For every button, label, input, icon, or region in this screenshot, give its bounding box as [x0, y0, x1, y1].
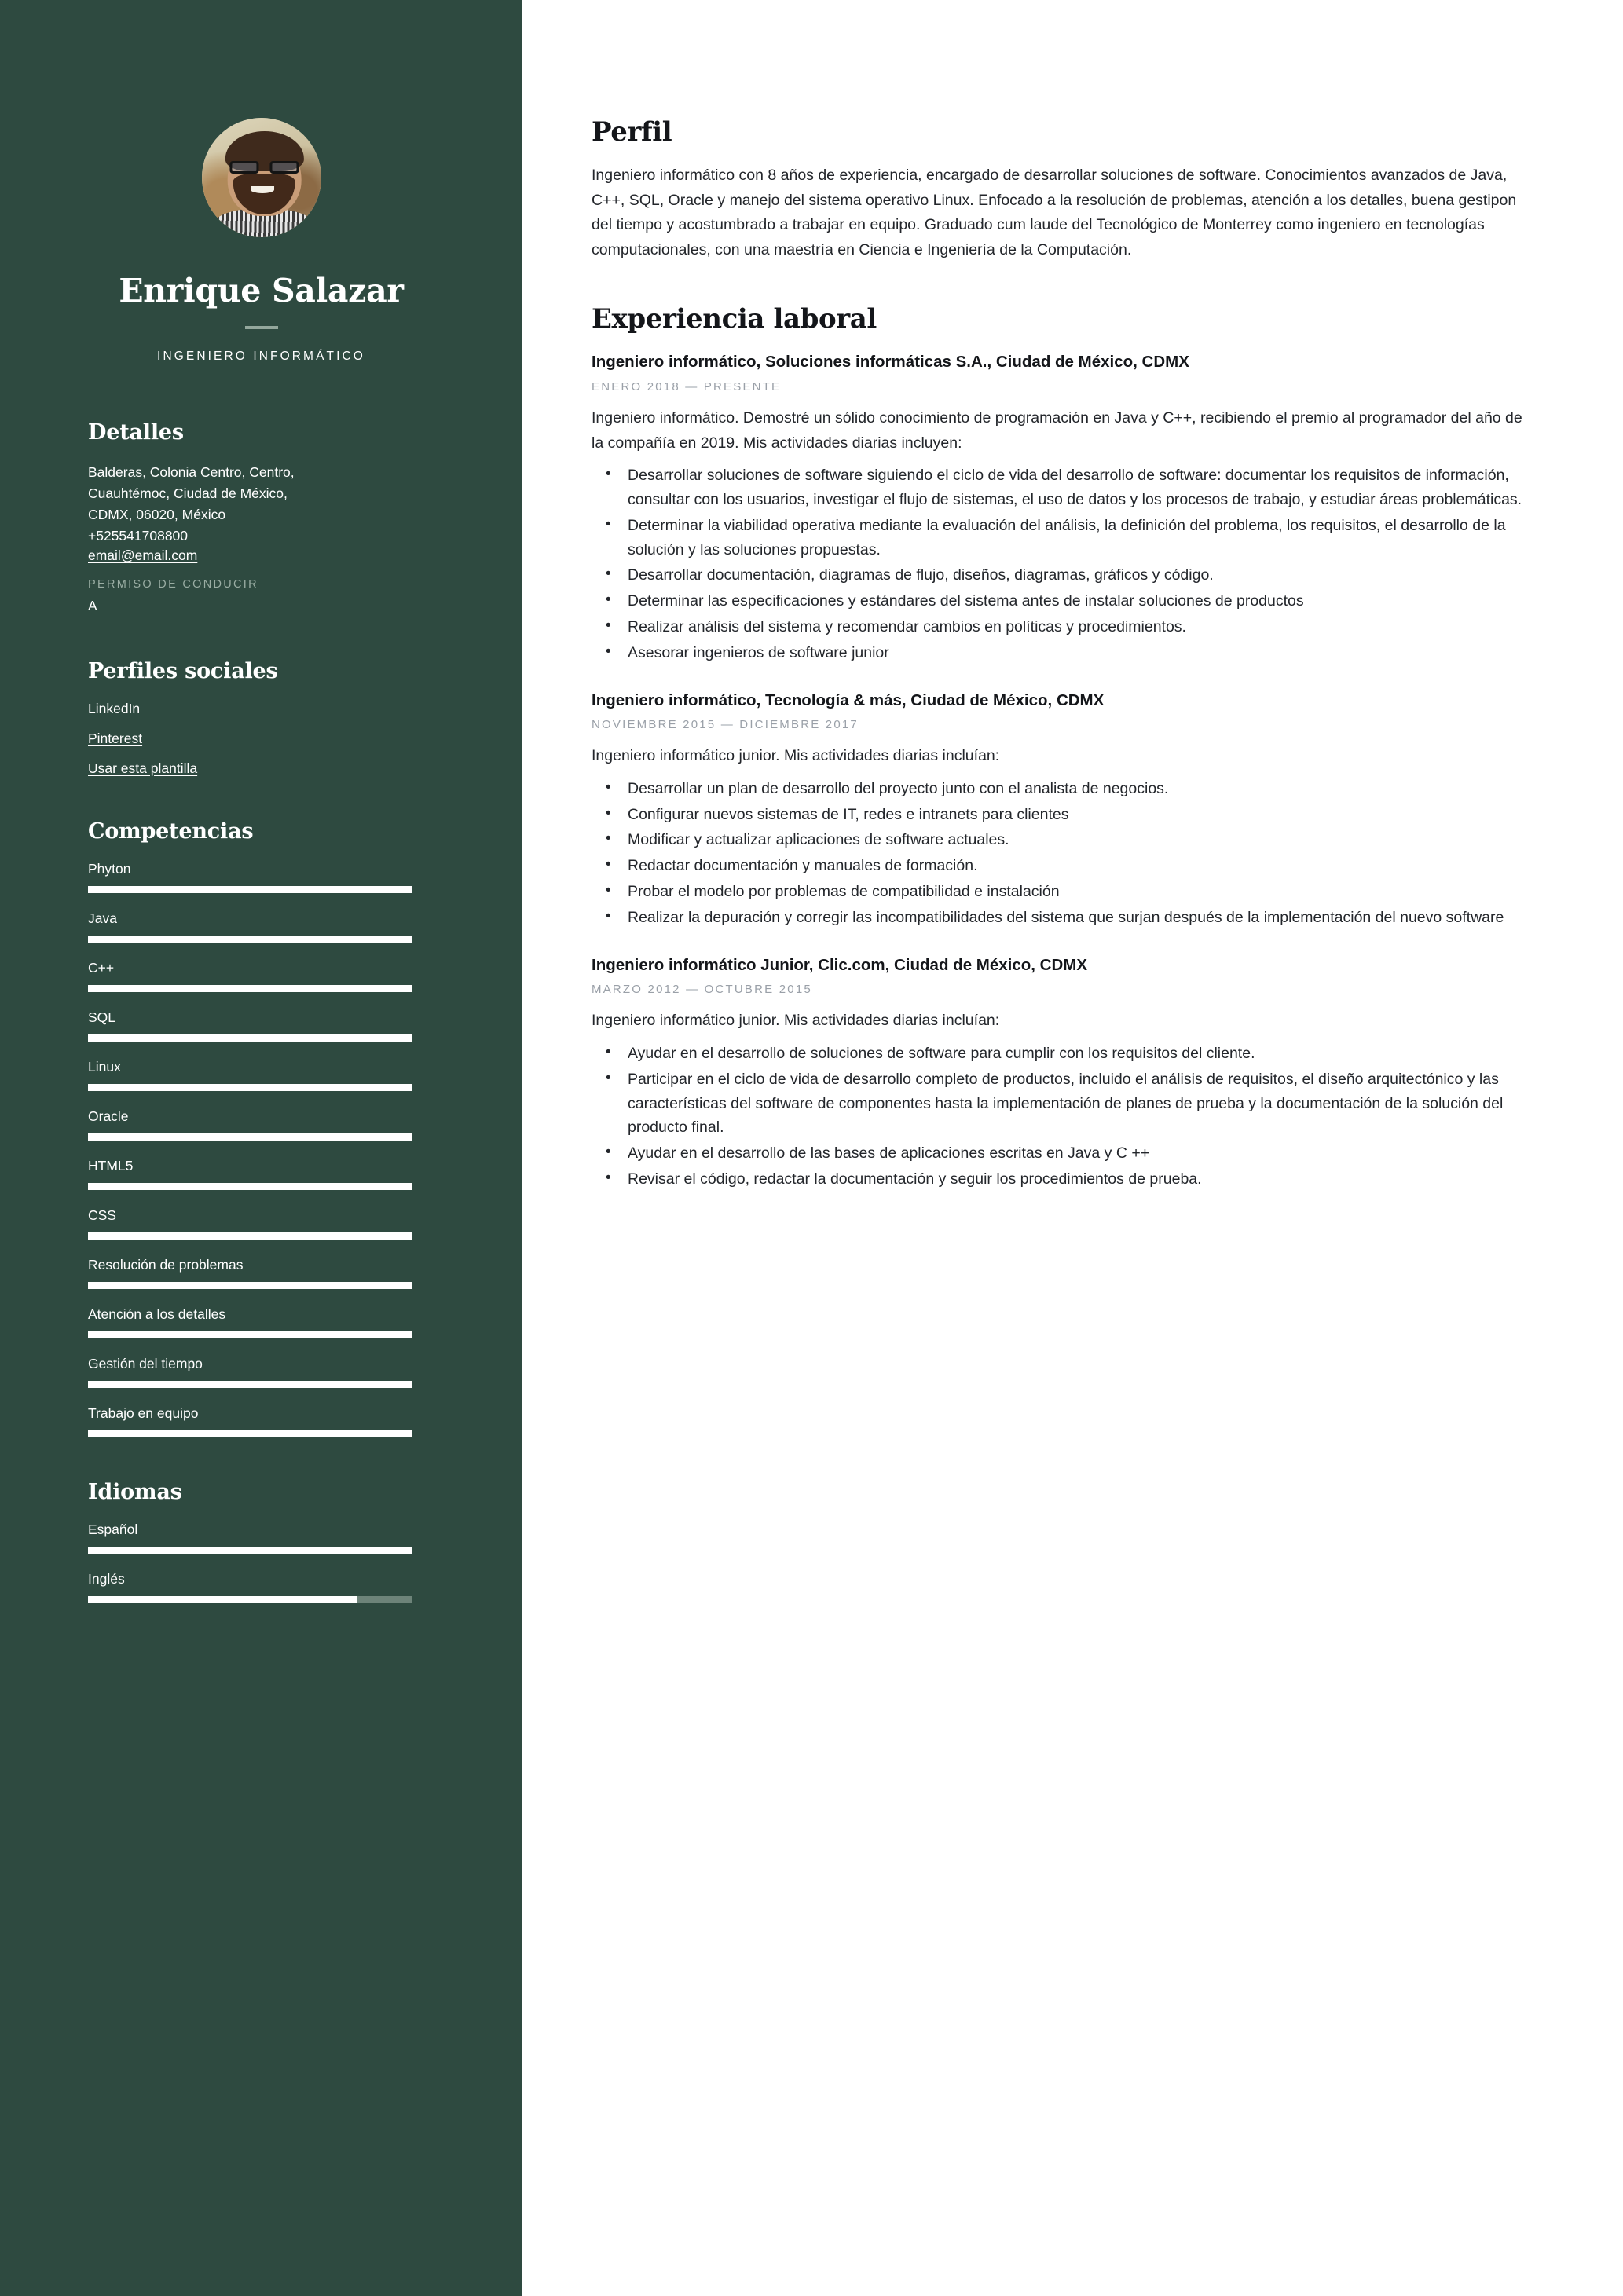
job-bullet: • Desarrollar soluciones de software siguiendo el ciclo de vida del desarrollo de software: documentar los requisitos de información, consultar con los usuarios, investigar el flujo de sistemas, el uso de datos y los procesos de trabajo, y estudiar áreas problemáticas. — [596, 463, 1524, 512]
job-title: Ingeniero informático, Soluciones informáticas S.A., Ciudad de México, CDMX — [592, 353, 1189, 372]
email-link[interactable]: email@email.com — [88, 547, 198, 563]
skill-label: Oracle — [88, 1108, 129, 1124]
skill-item — [88, 1059, 434, 1091]
job-dates: NOVIEMBRE 2015 — DICIEMBRE 2017 — [592, 718, 859, 732]
skill-bar-track — [88, 886, 412, 893]
address-line-1: Balderas, Colonia Centro, Centro, — [88, 464, 295, 481]
skill-bar-fill — [88, 1381, 412, 1388]
skill-item — [88, 910, 434, 943]
skill-label: CSS — [88, 1207, 116, 1223]
job-bullet: • Realizar la depuración y corregir las incompatibilidades del sistema que surjan después de la implementación del nuevo software — [596, 906, 1524, 930]
skill-bar-fill — [88, 1084, 412, 1091]
job-bullet: • Ayudar en el desarrollo de las bases de aplicaciones escritas en Java y C ++ — [596, 1141, 1524, 1166]
language-bar-track — [88, 1596, 412, 1603]
job-bullet: • Ayudar en el desarrollo de soluciones de software para cumplir con los requisitos del cliente. — [596, 1042, 1524, 1066]
experience-item — [592, 954, 1524, 1192]
glasses-icon — [229, 161, 299, 174]
skill-item — [88, 1405, 434, 1437]
skill-bar-track — [88, 1232, 412, 1240]
skill-item — [88, 1158, 434, 1190]
job-title: Ingeniero informático Junior, Clic.com, Ciudad de México, CDMX — [592, 955, 1088, 974]
skill-bar-fill — [88, 1430, 412, 1437]
job-description: Ingeniero informático junior. Mis actividades diarias incluían: — [592, 747, 1000, 765]
address-line-2: Cuauhtémoc, Ciudad de México, — [88, 485, 288, 502]
skill-label: Resolución de problemas — [88, 1256, 244, 1273]
address-line-3: CDMX, 06020, México — [88, 507, 226, 523]
job-bullet: • Revisar el código, redactar la documentación y seguir los procedimientos de prueba. — [596, 1167, 1524, 1192]
skill-bar-fill — [88, 1034, 412, 1042]
avatar — [202, 118, 321, 237]
profile-text: Ingeniero informático con 8 años de experiencia, encargado de desarrollar soluciones de software. Conocimientos avanzados de Java, C++, SQL, Oracle y manejo del sistema operativo Linux. Enfocado a la resolución de problemas, atención a los detalles, buena gestipon del tiempo y acostumbrado a trabajar en equipo. Graduado cum laude del Tecnológico de Monterrey como ingeniero en tecnologías computacionales, con una maestría en Ciencia e Ingeniería de la Computación. — [592, 167, 1517, 258]
social-link-pinterest[interactable]: Pinterest — [88, 730, 143, 746]
driving-license-value: A — [88, 597, 97, 613]
skill-item — [88, 1257, 434, 1289]
skill-item — [88, 1207, 434, 1240]
job-bullet: • Desarrollar un plan de desarrollo del proyecto junto con el analista de negocios. — [596, 777, 1524, 801]
experience-item — [592, 689, 1524, 930]
job-dates: ENERO 2018 — PRESENTE — [592, 380, 782, 394]
social-profiles-heading: Perfiles sociales — [88, 658, 278, 683]
job-title: Ingeniero informático, Tecnología & más, Ciudad de México, CDMX — [592, 690, 1105, 709]
language-bar-fill — [88, 1547, 412, 1554]
skill-item — [88, 1108, 434, 1141]
skill-bar-track — [88, 1034, 412, 1042]
skill-item — [88, 960, 434, 992]
skill-bar-fill — [88, 1232, 412, 1240]
job-bullet: • Redactar documentación y manuales de formación. — [596, 854, 1524, 878]
skill-bar-track — [88, 1381, 412, 1388]
skill-bar-track — [88, 985, 412, 992]
skill-bar-track — [88, 1183, 412, 1190]
skill-bar-fill — [88, 1183, 412, 1190]
skill-label: HTML5 — [88, 1157, 134, 1174]
languages-section — [88, 1480, 434, 1603]
skills-section — [88, 819, 434, 1437]
skill-item — [88, 1356, 434, 1388]
job-bullet: • Participar en el ciclo de vida de desarrollo completo de productos, incluido el análisis de requisitos, el diseño arquitectónico y las características del software de componentes hasta la implementación de planes de prueba y la documentación de la solución del producto final. — [596, 1067, 1524, 1140]
job-bullet: • Determinar las especificaciones y estándares del sistema antes de instalar soluciones de productos — [596, 589, 1524, 613]
job-bullet: • Desarrollar documentación, diagramas de flujo, diseños, diagramas, gráficos y código. — [596, 563, 1524, 588]
details-section — [88, 420, 434, 617]
skill-item — [88, 861, 434, 893]
experience-section — [592, 303, 1524, 1191]
skill-bar-track — [88, 1084, 412, 1091]
job-description: Ingeniero informático junior. Mis actividades diarias incluían: — [592, 1012, 1000, 1030]
social-link-template[interactable]: Usar esta plantilla — [88, 760, 198, 776]
skill-bar-track — [88, 1282, 412, 1289]
language-item — [88, 1571, 434, 1603]
language-label: Inglés — [88, 1570, 125, 1587]
skill-item — [88, 1009, 434, 1042]
language-item — [88, 1522, 434, 1554]
skills-list — [88, 861, 434, 1437]
skill-label: Gestión del tiempo — [88, 1355, 203, 1371]
job-bullet: • Determinar la viabilidad operativa mediante la evaluación del análisis, la definición del problema, los requisitos, el desarrollo de la solución y las soluciones propuestas. — [596, 514, 1524, 562]
skill-bar-fill — [88, 1282, 412, 1289]
social-link-linkedin[interactable]: LinkedIn — [88, 700, 141, 716]
job-bullet: • Realizar análisis del sistema y recomendar cambios en políticas y procedimientos. — [596, 615, 1524, 639]
skill-bar-track — [88, 936, 412, 943]
section-spacer — [592, 262, 1524, 303]
skill-bar-fill — [88, 985, 412, 992]
languages-heading: Idiomas — [88, 1479, 182, 1504]
skill-label: Java — [88, 910, 117, 926]
name-divider — [245, 326, 278, 329]
skill-bar-fill — [88, 886, 412, 893]
candidate-name: Enrique Salazar — [119, 272, 404, 309]
avatar-container — [88, 118, 434, 237]
driving-license-label: PERMISO DE CONDUCIR — [88, 577, 258, 591]
experience-item — [592, 350, 1524, 665]
job-dates: MARZO 2012 — OCTUBRE 2015 — [592, 983, 812, 997]
job-bullet-list — [596, 463, 1524, 665]
skill-bar-track — [88, 1133, 412, 1141]
phone-number: +525541708800 — [88, 528, 189, 544]
job-bullet: • Configurar nuevos sistemas de IT, redes e intranets para clientes — [596, 803, 1524, 827]
skill-bar-fill — [88, 936, 412, 943]
skill-item — [88, 1306, 434, 1338]
skill-bar-fill — [88, 1133, 412, 1141]
profile-section — [592, 116, 1524, 262]
sidebar — [0, 0, 522, 2296]
experience-heading: Experiencia laboral — [592, 303, 877, 335]
job-bullet: • Modificar y actualizar aplicaciones de software actuales. — [596, 828, 1524, 852]
language-bar-fill — [88, 1596, 357, 1603]
skill-label: Linux — [88, 1058, 121, 1075]
job-description: Ingeniero informático. Demostré un sólido conocimiento de programación en Java y C++, recibiendo el premio al programador del año de la compañía en 2019. Mis actividades diarias incluyen: — [592, 409, 1522, 452]
job-bullet: • Probar el modelo por problemas de compatibilidad e instalación — [596, 880, 1524, 904]
job-bullet-list — [596, 1042, 1524, 1192]
details-heading: Detalles — [88, 420, 184, 445]
skill-label: Atención a los detalles — [88, 1305, 226, 1322]
skills-heading: Competencias — [88, 818, 254, 844]
profile-heading: Perfil — [592, 116, 672, 148]
skill-label: C++ — [88, 959, 115, 976]
skill-label: Trabajo en equipo — [88, 1404, 199, 1421]
skill-bar-track — [88, 1430, 412, 1437]
languages-list — [88, 1522, 434, 1603]
language-bar-track — [88, 1547, 412, 1554]
candidate-role: INGENIERO INFORMÁTICO — [157, 350, 365, 364]
language-label: Español — [88, 1521, 138, 1537]
job-bullet-list — [596, 777, 1524, 930]
job-bullet: • Asesorar ingenieros de software junior — [596, 641, 1524, 665]
skill-bar-track — [88, 1331, 412, 1338]
social-profiles-section — [88, 659, 434, 777]
main-content — [522, 0, 1623, 2296]
skill-label: Phyton — [88, 860, 131, 877]
skill-bar-fill — [88, 1331, 412, 1338]
skill-label: SQL — [88, 1009, 116, 1025]
experience-list — [592, 350, 1524, 1191]
